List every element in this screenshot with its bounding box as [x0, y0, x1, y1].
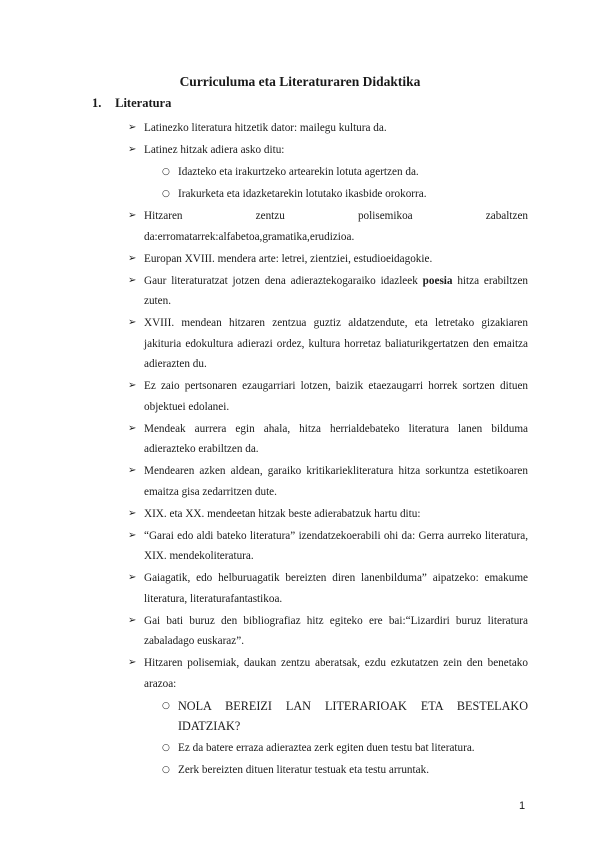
section-title: Literatura: [115, 96, 172, 110]
arrow-bullet-icon: ➢: [128, 465, 137, 476]
list-item-text: Ez zaio pertsonaren ezaugarriari lotzen, baizik etaezaugarri horrek sortzen dituen objektuei edolanei.: [144, 380, 528, 413]
arrow-bullet-icon: ➢: [128, 657, 137, 668]
list-item: [128, 419, 528, 460]
section-number: 1.: [92, 96, 102, 110]
arrow-bullet-icon: ➢: [128, 317, 137, 328]
sub-item-text: Irakurketa eta idazketarekin lotutako ikasbide orokorra.: [178, 188, 427, 200]
arrow-bullet-icon: ➢: [128, 614, 137, 626]
list-item-text: Mendearen azken aldean, garaiko kritikariekliteratura hitza sorkuntza estetikoaren emaitza gisa zedarritzen dute.: [144, 465, 528, 498]
circle-bullet-icon: ○: [162, 189, 170, 199]
arrow-bullet-icon: ➢: [128, 274, 137, 286]
list-item: [128, 313, 528, 375]
list-item: [128, 271, 528, 312]
arrow-bullet-icon: ➢: [128, 144, 137, 155]
sub-item-text: NOLA BEREIZI LAN LITERARIOAK ETA BESTELAKO IDATZIAK?: [178, 698, 528, 733]
sub-list-item: [162, 162, 528, 183]
arrow-bullet-icon: ➢: [128, 529, 137, 541]
list-item-text: “Garai edo aldi bateko literatura” izendatzekoerabili ohi da: Gerra aurreko literatura, XIX. mendekoliteratura.: [144, 529, 528, 562]
list-item: [128, 504, 528, 525]
circle-bullet-icon: ○: [162, 700, 170, 711]
list-item-text: XIX. eta XX. mendeetan hitzak beste adierabatzuk hartu ditu:: [144, 507, 421, 520]
list-item-text: Latinezko literatura hitzetik dator: mailegu kultura da.: [144, 122, 387, 134]
sub-item-text: Ez da batere erraza adieraztea zerk egiten duen testu bat literatura.: [178, 742, 475, 754]
list-item: [128, 376, 528, 417]
list-item-text: Latinez hitzak adiera asko ditu:: [144, 144, 285, 156]
bold-term: poesia: [422, 274, 453, 287]
circle-bullet-icon: ○: [162, 765, 170, 775]
list-item: [128, 118, 528, 139]
list-item-text: Mendeak aurrera egin ahala, hitza herrialdebateko literatura lanen bilduma adierazteko erabiltzen da.: [144, 422, 528, 455]
circle-bullet-icon: ○: [162, 743, 170, 753]
list-item-text: Hitzaren polisemiak, daukan zentzu aberatsak, ezdu ezkutatzen zein den benetako arazoa:: [144, 657, 528, 690]
list-item: [128, 526, 528, 567]
sub-list-item: [162, 760, 528, 781]
list-item: [128, 206, 528, 247]
sub-list-item: [162, 696, 528, 737]
list-item-text: Gaur literaturatzat jotzen dena adieraztekogaraiko idazleek: [144, 274, 423, 287]
arrow-bullet-icon: ➢: [128, 252, 137, 264]
document-title: Curriculuma eta Literaturaren Didaktika: [179, 74, 421, 89]
sub-item-text: Zerk bereizten dituen literatur testuak eta testu arruntak.: [178, 764, 429, 776]
list-item-text: Gaiagatik, edo helburuagatik bereizten diren lanenbilduma” aipatzeko: emakume literatura, literaturafantastikoa.: [144, 572, 528, 605]
list-item: [128, 568, 528, 609]
sub-list-item: [162, 184, 528, 205]
list-item: [128, 461, 528, 502]
sub-item-text: Idazteko eta irakurtzeko artearekin lotuta agertzen da.: [178, 166, 419, 178]
circle-bullet-icon: ○: [162, 167, 170, 177]
list-item: [128, 140, 528, 161]
section-heading: [92, 96, 171, 111]
list-item-text: XVIII. mendean hitzaren zentzua guztiz aldatzendute, eta letretako gizakiaren jakituria edokultura adierazi ordez, kultura horretaz baliaturikgertatzen den emaitza adierazten du.: [144, 317, 528, 370]
list-item-text: Hitzaren zentzu polisemikoa zabaltzen da:erromatarrek:alfabetoa,gramatika,erudizioa.: [144, 210, 528, 243]
list-item: [128, 611, 528, 652]
arrow-bullet-icon: ➢: [128, 422, 137, 434]
bullet-list: [128, 118, 528, 782]
list-item-text: hitza erabiltzen zuten.: [144, 274, 529, 307]
arrow-bullet-icon: ➢: [128, 380, 137, 391]
arrow-bullet-icon: ➢: [128, 210, 137, 221]
list-item-text: Europan XVIII. mendera arte: letrei, zientziei, estudioeidagokie.: [144, 252, 433, 265]
arrow-bullet-icon: ➢: [128, 572, 137, 583]
list-item: [128, 249, 528, 270]
arrow-bullet-icon: ➢: [128, 507, 137, 519]
arrow-bullet-icon: ➢: [128, 122, 137, 133]
list-item: [128, 653, 528, 694]
sub-list-item: [162, 738, 528, 759]
list-item-text: Gai bati buruz den bibliografiaz hitz egiteko ere bai:“Lizardiri buruz literatura zabaladago euskaraz”.: [144, 614, 528, 647]
page-number: 1: [519, 800, 526, 812]
